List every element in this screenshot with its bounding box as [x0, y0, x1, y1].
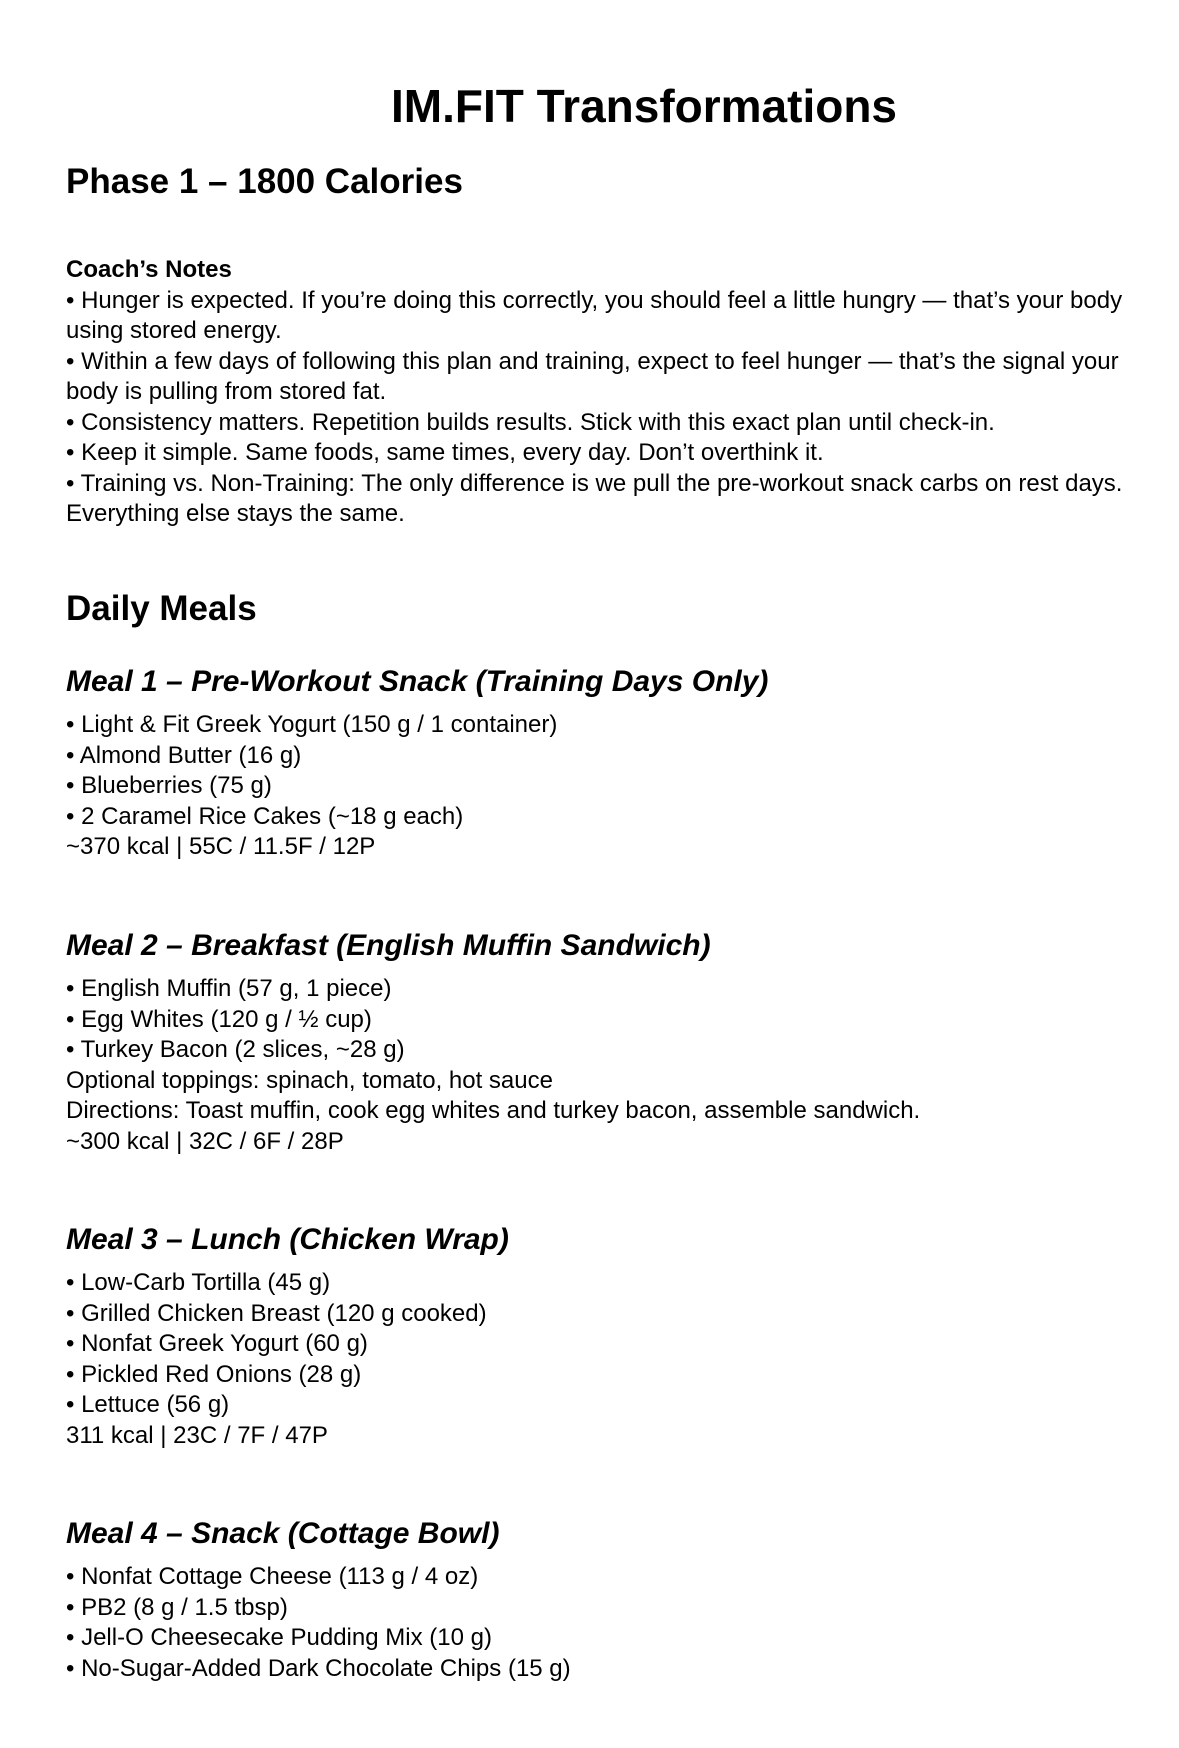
meal-item: • 2 Caramel Rice Cakes (~18 g each): [66, 802, 464, 830]
meal-macros: ~300 kcal | 32C / 6F / 28P: [66, 1127, 344, 1155]
meal-optional-toppings: Optional toppings: spinach, tomato, hot sauce: [66, 1066, 553, 1094]
coach-notes-heading: Coach’s Notes: [66, 256, 232, 283]
meal-4: [66, 1514, 1166, 1684]
meal-title: Meal 2 – Breakfast (English Muffin Sandwich): [66, 929, 711, 962]
meal-item: • Blueberries (75 g): [66, 772, 272, 799]
meal-items: [66, 1562, 1166, 1684]
daily-meals-heading: Daily Meals: [66, 589, 257, 628]
coach-note-line: • Consistency matters. Repetition builds results. Stick with this exact plan until check-in.: [66, 408, 995, 436]
coach-note-line: body is pulling from stored fat.: [66, 378, 387, 405]
meal-item: • Pickled Red Onions (28 g): [66, 1360, 362, 1388]
meal-3: [66, 1220, 1166, 1451]
coach-note-line: • Training vs. Non-Training: The only difference is we pull the pre-workout snack carbs on rest days.: [66, 469, 1123, 497]
phase-title: Phase 1 – 1800 Calories: [66, 162, 463, 201]
coach-note-line: • Within a few days of following this plan and training, expect to feel hunger — that’s the signal your: [66, 347, 1119, 375]
meal-title: Meal 4 – Snack (Cottage Bowl): [66, 1517, 500, 1550]
meal-items: [66, 1268, 1166, 1451]
meal-item: • Jell-O Cheesecake Pudding Mix (10 g): [66, 1624, 492, 1651]
meal-1: [66, 662, 1166, 863]
meal-item: • Nonfat Greek Yogurt (60 g): [66, 1330, 368, 1357]
meal-item: • Grilled Chicken Breast (120 g cooked): [66, 1299, 487, 1327]
meal-item: • Egg Whites (120 g / ½ cup): [66, 1005, 372, 1033]
meal-title: Meal 1 – Pre-Workout Snack (Training Days Only): [66, 665, 769, 698]
meal-macros: 311 kcal | 23C / 7F / 47P: [66, 1421, 328, 1449]
meal-item: • Low-Carb Tortilla (45 g): [66, 1269, 331, 1296]
meal-item: • No-Sugar-Added Dark Chocolate Chips (15 g): [66, 1654, 571, 1682]
meal-item: • Nonfat Cottage Cheese (113 g / 4 oz): [66, 1563, 479, 1590]
meal-items: [66, 710, 1166, 863]
meal-2: [66, 926, 1166, 1157]
meal-item: • English Muffin (57 g, 1 piece): [66, 975, 392, 1002]
document-title: IM.FIT Transformations: [390, 80, 898, 132]
meal-item: • PB2 (8 g / 1.5 tbsp): [66, 1593, 288, 1621]
meal-item: • Turkey Bacon (2 slices, ~28 g): [66, 1036, 405, 1063]
meal-items: [66, 974, 1166, 1157]
meal-item: • Lettuce (56 g): [66, 1391, 230, 1418]
coach-note-line: • Hunger is expected. If you’re doing this correctly, you should feel a little hungry — that’s your body: [66, 286, 1123, 314]
meal-directions: Directions: Toast muffin, cook egg whites and turkey bacon, assemble sandwich.: [66, 1097, 921, 1124]
meal-title: Meal 3 – Lunch (Chicken Wrap): [66, 1223, 509, 1256]
coach-note-line: Everything else stays the same.: [66, 500, 405, 527]
coach-note-line: • Keep it simple. Same foods, same times, every day. Don’t overthink it.: [66, 439, 824, 466]
meal-item: • Light & Fit Greek Yogurt (150 g / 1 container): [66, 711, 558, 738]
coach-notes: [66, 255, 1179, 530]
meal-item: • Almond Butter (16 g): [66, 741, 302, 769]
meal-macros: ~370 kcal | 55C / 11.5F / 12P: [66, 833, 376, 860]
coach-note-line: using stored energy.: [66, 317, 282, 344]
